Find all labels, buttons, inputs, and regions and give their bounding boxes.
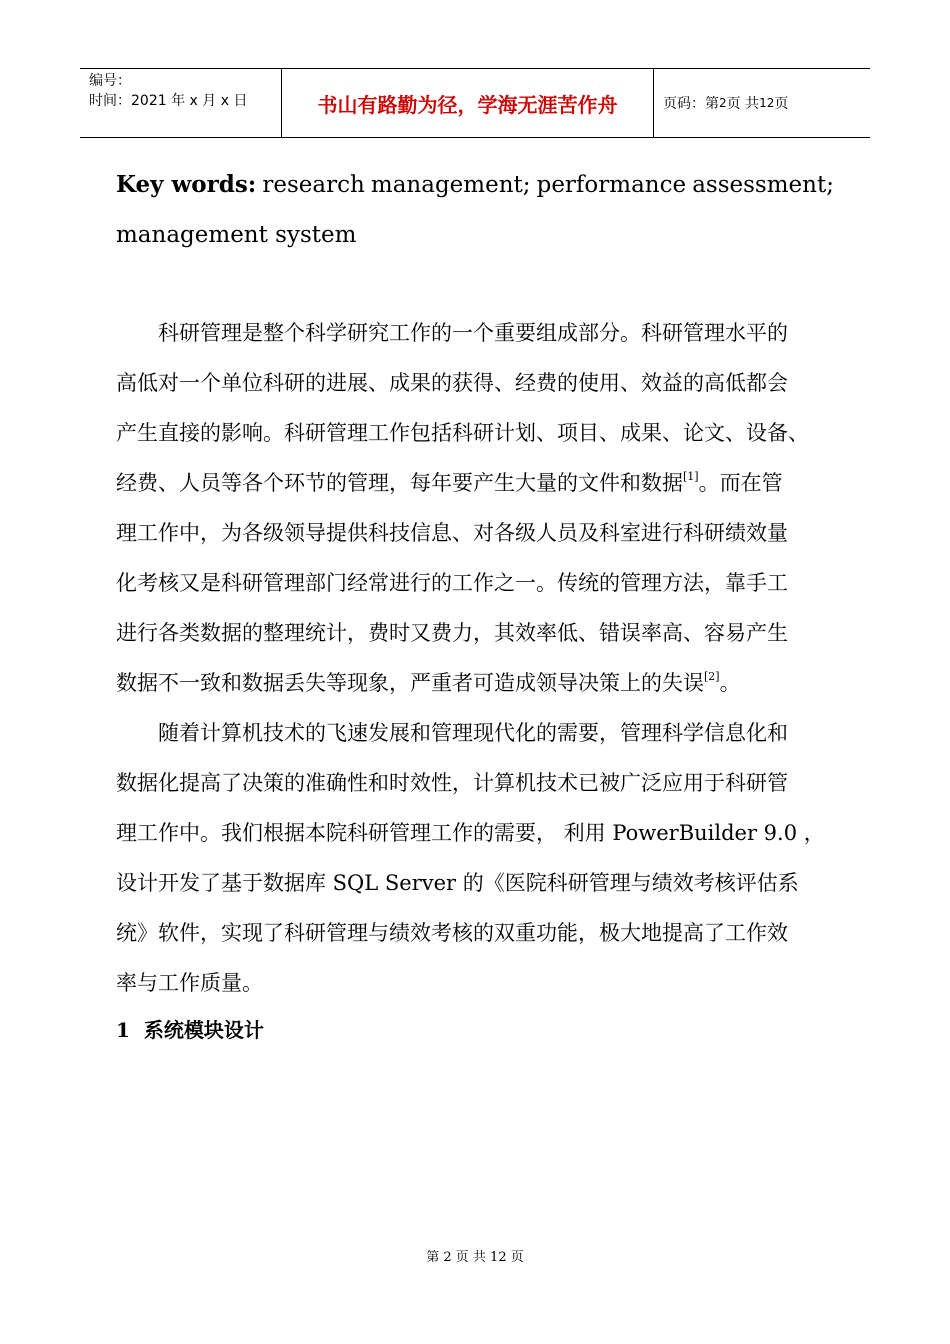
- text-line: 理工作中，为各级领导提供科技信息、对各级人员及科室进行科研绩效量: [116, 521, 788, 545]
- citation-ref: [2]: [704, 670, 720, 683]
- page-current: 2: [719, 96, 727, 110]
- keyword: performance: [536, 172, 687, 198]
- text-line: 高低对一个单位科研的进展、成果的获得、经费的使用、效益的高低都会: [116, 371, 788, 395]
- header-page-info: [654, 69, 870, 137]
- text-line: 产生直接的影响。科研管理工作包括科研计划、项目、成果、论文、设备、: [116, 421, 809, 445]
- paragraph-2: [116, 708, 834, 1008]
- document-date: 时间：2021 年 x 月 x 日: [89, 93, 248, 109]
- page-footer: 第 2 页 共 12 页: [426, 1250, 524, 1265]
- page-total: 12: [759, 96, 775, 110]
- page-header: [80, 68, 870, 138]
- section-number: 1: [116, 1018, 130, 1042]
- keywords-line-1: [116, 160, 834, 210]
- page-suffix: 页: [774, 96, 789, 112]
- text-line: 数据化提高了决策的准确性和时效性，计算机技术已被广泛应用于科研管: [116, 771, 788, 795]
- citation-ref: [1]: [683, 470, 699, 483]
- header-meta: [80, 69, 281, 137]
- keyword: research: [262, 172, 365, 198]
- text-line: 设计开发了基于数据库 SQL Server 的《医院科研管理与绩效考核评估系: [116, 871, 799, 895]
- paragraph-1: [116, 308, 834, 708]
- text-line: 随着计算机技术的飞速发展和管理现代化的需要，管理科学信息化和: [158, 721, 788, 745]
- text-line: 科研管理是整个科学研究工作的一个重要组成部分。科研管理水平的: [158, 321, 788, 345]
- text-line: 率与工作质量。: [116, 971, 263, 995]
- text-line: 化考核又是科研管理部门经常进行的工作之一。传统的管理方法，靠手工: [116, 571, 788, 595]
- keywords-block: [116, 160, 834, 260]
- page-mid: 页 共: [726, 96, 760, 112]
- page-prefix: 页码：第: [663, 96, 719, 112]
- document-number-label: 编号：: [89, 73, 131, 89]
- text-line: 数据不一致和数据丢失等现象，严重者可造成领导决策上的失误[2]。: [116, 670, 741, 695]
- section-heading: [116, 1012, 834, 1048]
- keyword: management;: [370, 172, 531, 198]
- text-line: 进行各类数据的整理统计，费时又费力，其效率低、错误率高、容易产生: [116, 621, 788, 645]
- text-line: 理工作中。我们根据本院科研管理工作的需要， 利用 PowerBuilder 9.0 ，: [116, 821, 825, 845]
- keyword: assessment;: [692, 172, 834, 198]
- text-line: 统》软件，实现了科研管理与绩效考核的双重功能，极大地提高了工作效: [116, 921, 788, 945]
- keywords-label: Key words:: [116, 171, 257, 198]
- keywords-line-2: management system: [116, 222, 357, 248]
- text-line: 经费、人员等各个环节的管理，每年要产生大量的文件和数据[1]。而在管: [116, 470, 783, 495]
- section-title: 系统模块设计: [143, 1018, 264, 1042]
- header-motto: 书山有路勤为径，学海无涯苦作舟: [281, 69, 654, 137]
